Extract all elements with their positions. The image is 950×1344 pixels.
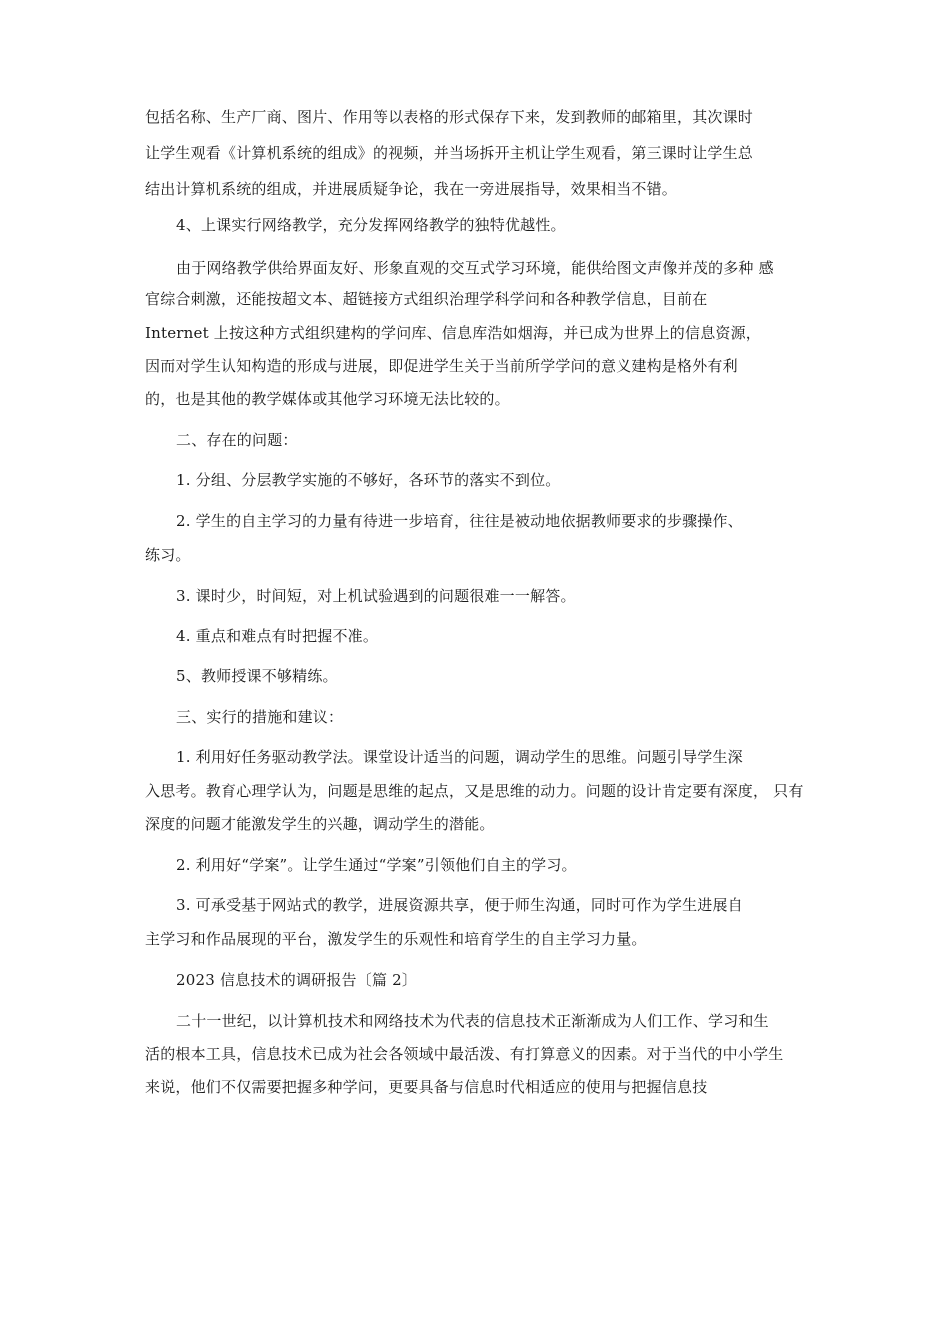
section-heading: 2023 信息技术的调研报告〔篇 2〕: [176, 971, 418, 989]
text-line: 深度的问题才能激发学生的兴趣，调动学生的潜能。: [145, 815, 495, 833]
section-heading: 二、存在的问题：: [176, 431, 298, 449]
text-line: 2. 利用好“学案”。让学生通过“学案”引领他们自主的学习。: [176, 856, 577, 874]
text-line: 因而对学生认知构造的形成与进展，即促进学生关于当前所学学问的意义建构是格外有利: [145, 357, 738, 375]
section-heading: 三、实行的措施和建议：: [176, 708, 344, 726]
text-line: 官综合刺激，还能按超文本、超链接方式组织治理学科学问和各种教学信息，目前在: [145, 290, 708, 308]
text-line: 练习。: [145, 546, 191, 564]
text-line: Internet 上按这种方式组织建构的学问库、信息库浩如烟海，并已成为世界上的信息资源，: [145, 324, 761, 342]
text-line: 2. 学生的自主学习的力量有待进一步培育，往往是被动地依据教师要求的步骤操作、: [176, 512, 743, 530]
text-line: 活的根本工具，信息技术已成为社会各领域中最活泼、有打算意义的因素。对于当代的中小学生: [145, 1045, 784, 1063]
text-line: 二十一世纪，以计算机技术和网络技术为代表的信息技术正渐渐成为人们工作、学习和生: [176, 1012, 769, 1030]
text-line: 1. 分组、分层教学实施的不够好，各环节的落实不到位。: [176, 471, 561, 489]
text-line: 3. 课时少，时间短，对上机试验遇到的问题很难一一解答。: [176, 587, 576, 605]
text-line: 1. 利用好任务驱动教学法。课堂设计适当的问题，调动学生的思维。问题引导学生深: [176, 748, 743, 766]
text-line: 主学习和作品展现的平台，激发学生的乐观性和培育学生的自主学习力量。: [145, 930, 647, 948]
text-line: 结出计算机系统的组成，并进展质疑争论，我在一旁进展指导，效果相当不错。: [145, 180, 678, 198]
text-line: 由于网络教学供给界面友好、形象直观的交互式学习环境，能供给图文声像并茂的多种 感: [176, 259, 774, 277]
text-line: 入思考。教育心理学认为，问题是思维的起点，又是思维的动力。问题的设计肯定要有深度， 只有: [145, 782, 804, 800]
text-line: 来说，他们不仅需要把握多种学问，更要具备与信息时代相适应的使用与把握信息技: [145, 1078, 708, 1096]
text-line: 的，也是其他的教学媒体或其他学习环境无法比较的。: [145, 390, 510, 408]
text-line: 包括名称、生产厂商、图片、作用等以表格的形式保存下来，发到教师的邮箱里，其次课时: [145, 108, 754, 126]
text-line: 5、教师授课不够精练。: [176, 667, 338, 685]
text-line: 4. 重点和难点有时把握不准。: [176, 627, 379, 645]
text-line: 3. 可承受基于网站式的教学，进展资源共享，便于师生沟通，同时可作为学生进展自: [176, 896, 743, 914]
text-line: 4、上课实行网络教学，充分发挥网络教学的独特优越性。: [176, 216, 566, 234]
text-line: 让学生观看《计算机系统的组成》的视频，并当场拆开主机让学生观看，第三课时让学生总: [145, 144, 754, 162]
